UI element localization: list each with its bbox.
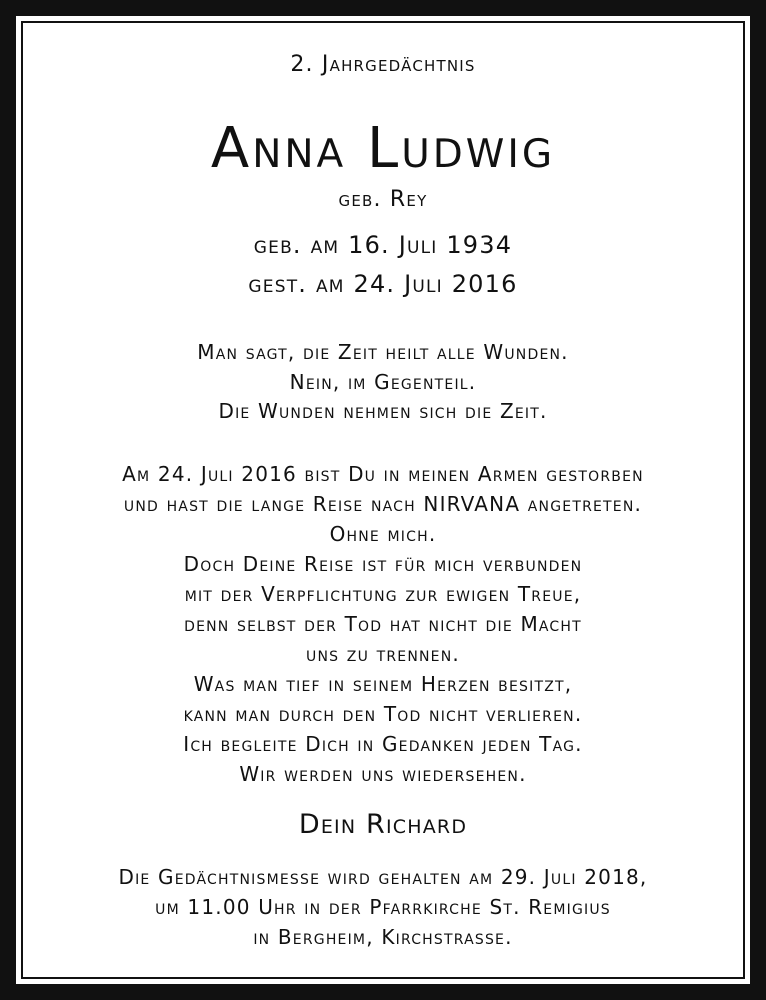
poem-line: Nein, im Gegenteil. (289, 369, 477, 394)
personal-message (23, 459, 743, 789)
message-line: Am 24. Juli 2016 bist Du in meinen Armen gestorben (122, 461, 644, 486)
life-dates (23, 226, 743, 304)
signature: Dein Richard (298, 808, 468, 840)
message-line: Was man tief in seinem Herzen besitzt, (193, 671, 573, 696)
message-line: Doch Deine Reise ist für mich verbunden (183, 551, 583, 576)
poem-line: Man sagt, die Zeit heilt alle Wunden. (197, 340, 569, 364)
message-line: kann man durch den Tod nicht verlieren. (183, 701, 583, 726)
birth-date: geb. am 16. Juli 1934 (253, 231, 513, 259)
anniversary-heading: 2. Jahrgedächtnis (290, 52, 476, 77)
message-line: und hast die lange Reise nach NIRVANA angetreten. (123, 491, 643, 516)
poem-line: Die Wunden nehmen sich die Zeit. (218, 399, 548, 423)
mass-line: um 11.00 Uhr in der Pfarrkirche St. Remigius (155, 894, 611, 919)
mass-line: Die Gedächtnismesse wird gehalten am 29. Juli 2018, (118, 864, 648, 889)
message-line: uns zu trennen. (306, 641, 460, 666)
message-line: Ich begleite Dich in Gedanken jeden Tag. (183, 731, 583, 756)
maiden-name: geb. Rey (338, 187, 428, 212)
death-date: gest. am 24. Juli 2016 (248, 270, 518, 298)
message-line: Ohne mich. (329, 521, 437, 546)
mass-line: in Bergheim, Kirchstrasse. (253, 924, 513, 949)
message-line: Wir werden uns wiedersehen. (239, 761, 527, 786)
message-line: mit der Verpflichtung zur ewigen Treue, (184, 581, 582, 606)
poem (23, 338, 743, 427)
message-line: denn selbst der Tod hat nicht die Macht (184, 611, 582, 636)
memorial-mass-info (23, 862, 743, 952)
deceased-name: Anna Ludwig (210, 116, 556, 181)
obituary-notice (23, 23, 743, 952)
